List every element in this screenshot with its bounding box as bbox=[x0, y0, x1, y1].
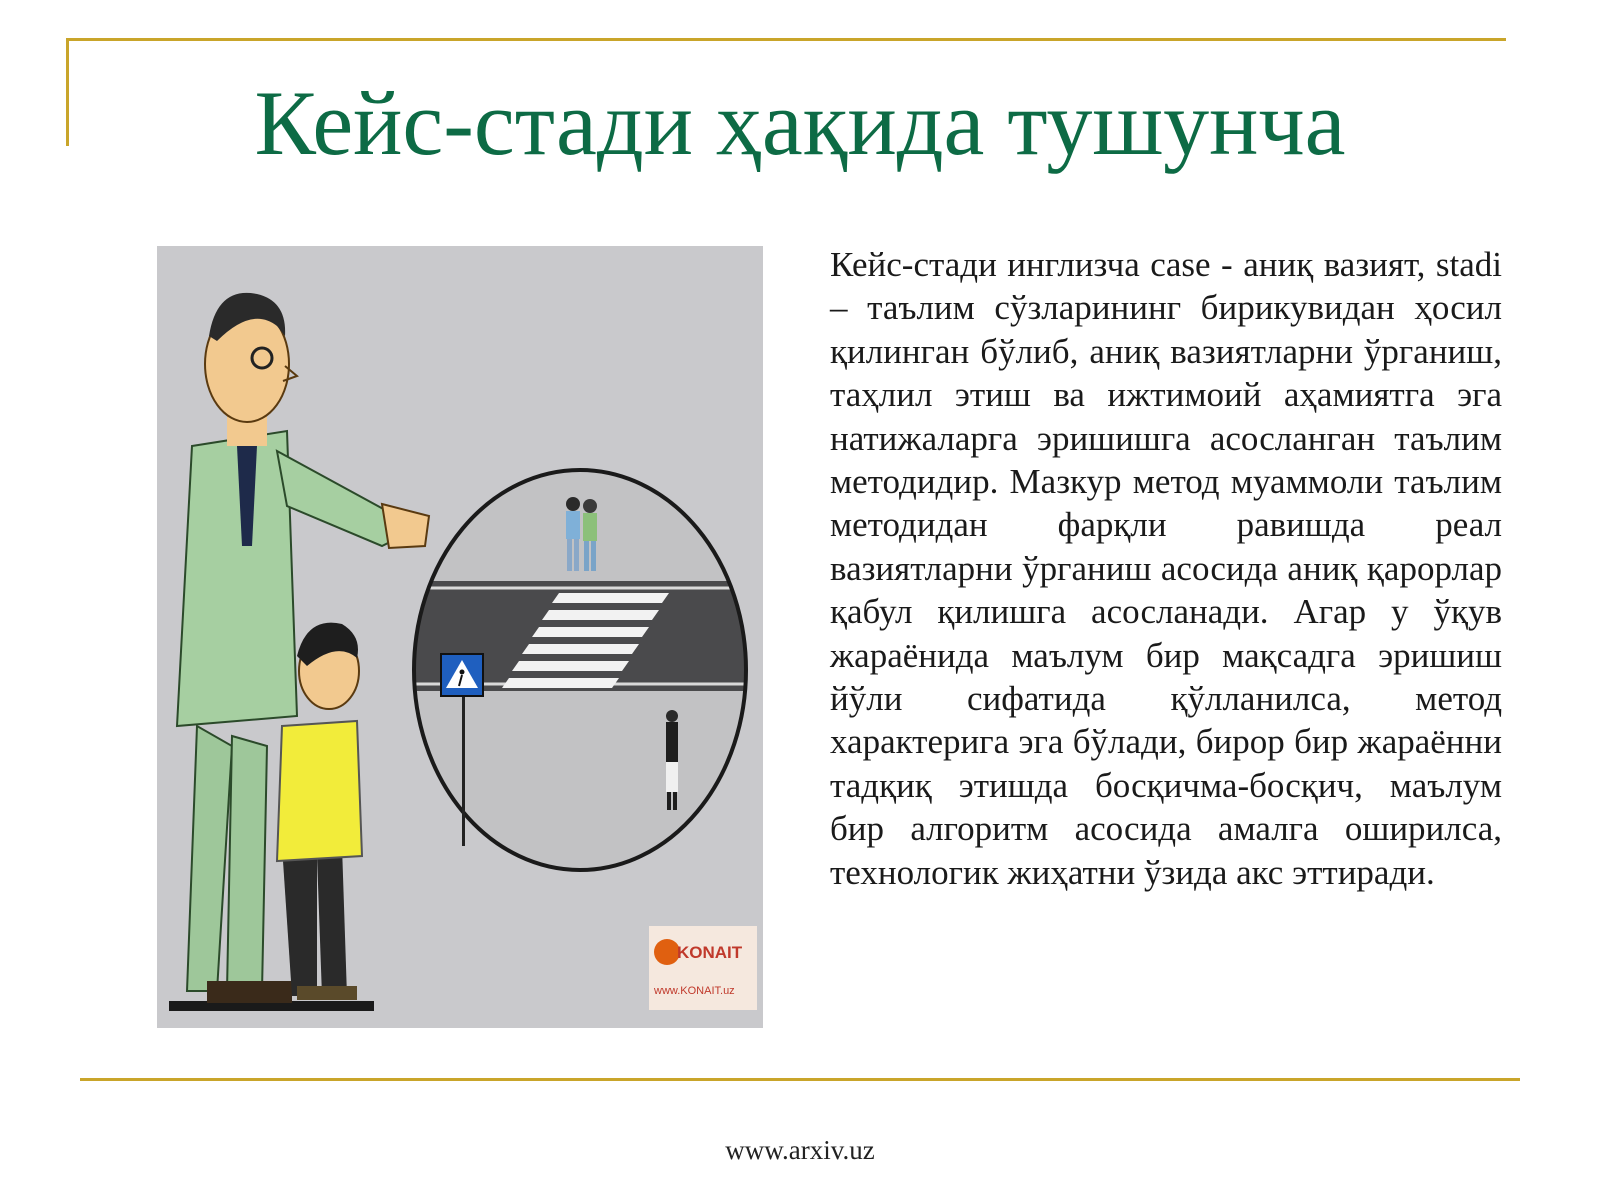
footer-url: www.arxiv.uz bbox=[725, 1135, 875, 1165]
frame-bottom-line bbox=[80, 1078, 1520, 1081]
logo-text: KONAIT bbox=[677, 943, 743, 962]
frame-top-line bbox=[66, 38, 1506, 41]
slide-title: Кейс-стади ҳақида тушунча bbox=[254, 72, 1346, 174]
logo-url-text: www.KONAIT.uz bbox=[654, 985, 735, 997]
illustration bbox=[157, 246, 763, 1028]
konait-logo bbox=[649, 926, 757, 1010]
crosswalk-scene bbox=[407, 470, 757, 870]
body-paragraph: Кейс-стади инглизча case - аниқ вазият, stadi – таълим сўзларининг бирикувидан ҳосил қилинган бўлиб, аниқ вазиятларни ўрганиш, таҳлил этиш ва ижтимоий аҳамиятга эга натижаларга эришишга асосланган таълим методидир. Мазкур метод муаммоли таълим методидан фарқли равишда реал вазиятларни ўрганиш асосида аниқ қарорлар қабул қилишга асосланади. Агар у ўқув жараёнида маълум бир мақсадга эришиш йўли сифатида қўлланилса, метод характерига эга бўлади, бирор бир жараённи тадқиқ этишда босқичма-босқич, маълум бир алгоритм асосида амалга оширилса, технологик жиҳатни ўзида акс эттиради. bbox=[830, 245, 1502, 892]
